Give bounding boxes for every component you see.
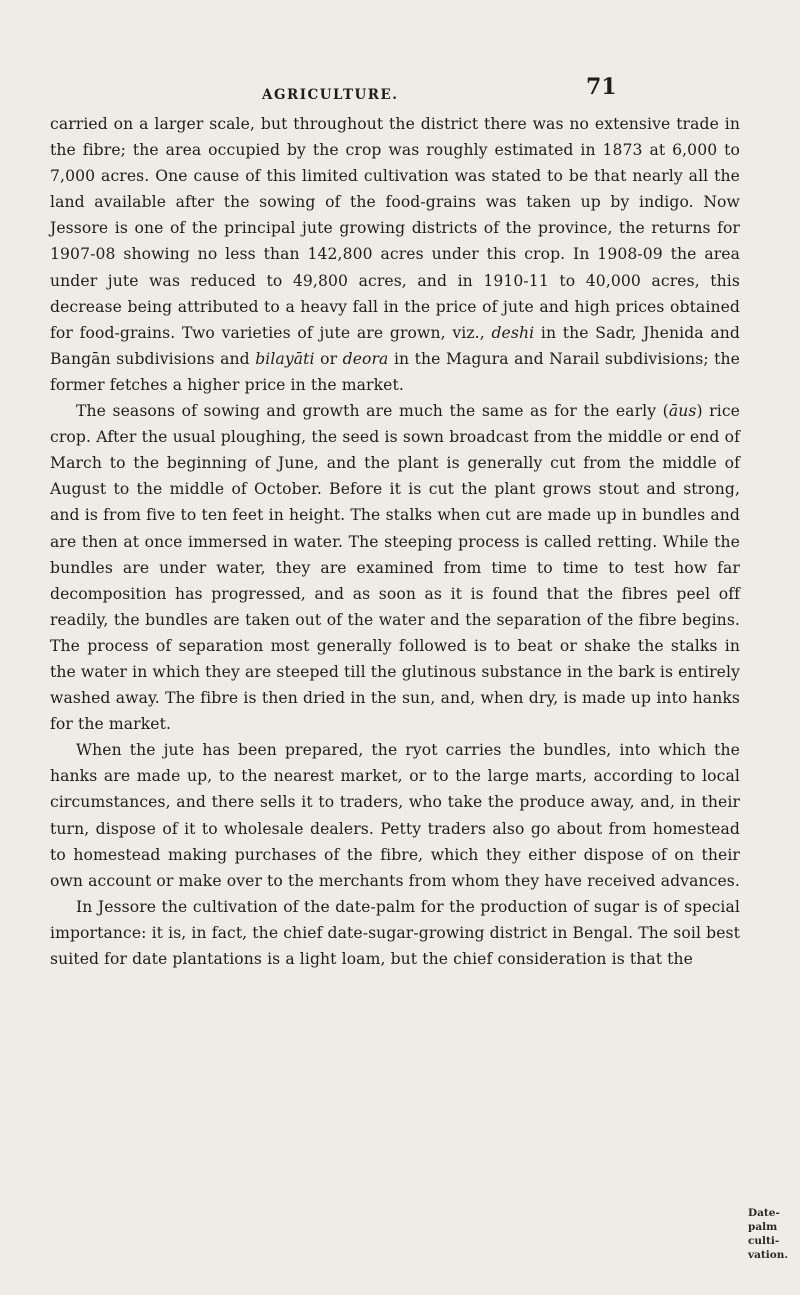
running-title: AGRICULTURE. [262, 87, 399, 103]
italic-term: deora [342, 349, 389, 368]
italic-term: āus [668, 402, 697, 421]
margin-note-line: culti- [748, 1235, 780, 1247]
italic-term: deshi [491, 323, 535, 342]
body-text [50, 111, 740, 972]
paragraph [50, 111, 740, 398]
text-run: carried on a larger scale, but throughout the district there was no extensive trade in the fibre; the area occupied by the crop was roughly estimated in 1873 at 6,000 to 7,000 acres. One cause of this limited cultivation was stated to be that nearly all the land available after the sowing of the food-grains was taken up by indigo. Now Jessore is one of the principal jute growing districts of the province, the returns for 1907-08 showing no less than 142,800 acres under this crop. In 1908-09 the area under jute was reduced to 49,800 acres, and in 1910-11 to 40,000 acres, this decrease being attributed to a heavy fall in the price of jute and high prices obtained for food-grains. Two varieties of jute are grown, viz., [50, 115, 740, 342]
margin-note [748, 1206, 800, 1262]
paragraph [50, 398, 740, 737]
text-run: in the Sadr, Jhenida and Bangān subdivisions and [50, 323, 740, 368]
margin-note-line: vation. [748, 1249, 789, 1261]
text-run: When the jute has been prepared, the ryot carries the bundles, into which the hanks are made up, to the nearest market, or to the large marts, according to local circumstances, and there sells it to traders, who take the produce away, and, in their turn, dispose of it to wholesale dealers. Petty traders also go about from homestead to homestead making purchases of the fibre, which they either dispose of on their own account or make over to the merchants from whom they have received advances. [50, 741, 740, 890]
text-run: or [314, 349, 343, 368]
margin-note-line: Date-palm [748, 1207, 780, 1233]
paragraph [50, 737, 740, 894]
text-run: ) rice crop. After the usual ploughing, the seed is sown broadcast from the middle or end of March to the beginning of June, and the plant is generally cut from the middle of August to the middle of October. Before it is cut the plant grows stout and strong, and is from five to ten feet in height. The stalks when cut are made up in bundles and are then at once immersed in water. The steeping process is called retting. While the bundles are under water, they are examined from time to time to test how far decomposition has progressed, and as soon as it is found that the fibres peel off readily, the bundles are taken out of the water and the separation of the fibre begins. The process of separation most generally followed is to beat or shake the stalks in the water in which they are steeped till the glutinous substance in the bark is entirely washed away. The fibre is then dried in the sun, and, when dry, is made up into hanks for the market. [50, 402, 740, 734]
text-run: The seasons of sowing and growth are much the same as for the early ( [76, 402, 669, 421]
italic-term: bilayāti [255, 349, 315, 368]
page-number: 71 [586, 74, 617, 100]
text-run: In Jessore the cultivation of the date-palm for the production of sugar is of special importance: it is, in fact, the chief date-sugar-growing district in Bengal. The soil best suited for date plantations is a light loam, but the chief consideration is that the [50, 897, 740, 968]
text-run: in the Magura and Narail subdivisions; the former fetches a higher price in the market. [50, 349, 740, 394]
paragraph [50, 894, 740, 972]
